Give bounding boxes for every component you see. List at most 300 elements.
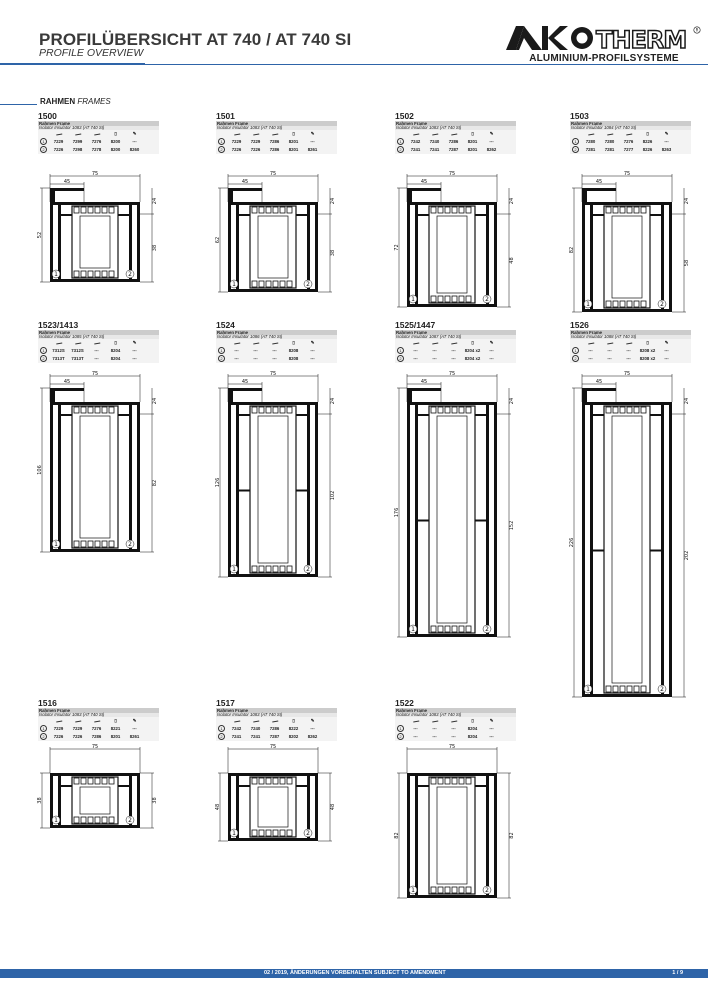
table-cell: --- [413,726,418,731]
angle-icon [271,718,278,723]
table-cell: --- [272,356,277,361]
corner-icon: ▯ [646,131,649,136]
svg-text:THERM: THERM [596,26,687,54]
article-table [570,121,691,154]
tool-icon: ✎ [132,340,137,345]
table-cell: 7226 [53,734,64,739]
table-cell: --- [132,356,137,361]
marker-1-icon [230,829,238,837]
table-cell: 8208 [288,356,299,361]
profile-number: 1502 [395,111,414,121]
table-cell: 8204 [467,734,478,739]
marker-1-icon [52,270,60,278]
article-table [395,121,516,154]
table-cell: 8204 [110,356,121,361]
article-table [38,330,159,363]
dimension-label: 82 [394,832,400,839]
table-cell: --- [588,348,593,353]
marker-1-icon [409,625,417,633]
table-cell: --- [607,356,612,361]
dimension-label: 24 [684,197,690,205]
tool-icon: ✎ [310,340,315,345]
profile-drawing [395,745,525,930]
table-insulator: Isolator Insulator 1086 (AT 740 SI) [216,335,337,339]
table-cell: --- [489,356,494,361]
marker-1-icon [584,300,592,308]
table-cell: --- [234,356,239,361]
tool-icon: ✎ [489,340,494,345]
profile-drawing [395,372,525,667]
marker-1-icon: 1 [40,725,47,732]
svg-text:2: 2 [660,301,664,308]
table-cell: --- [413,356,418,361]
svg-text:1: 1 [411,296,415,303]
table-insulator: Isolator Insulator 1083 (AT 740 SI) [216,713,337,717]
profile-number: 1500 [38,111,57,121]
table-header: Rahmen Frame [395,330,516,335]
svg-text:1: 1 [586,301,590,308]
table-cell: 7229 [250,139,261,144]
table-cell: 8200 [110,139,121,144]
svg-text:2: 2 [306,281,310,288]
profile-drawing [38,745,168,860]
marker-2-icon [304,280,312,288]
dimension-label: 75 [448,371,456,377]
svg-text:2: 2 [485,296,489,303]
header-rule [145,64,708,65]
marker-1-icon: 1 [218,347,225,354]
article-table [216,121,337,154]
dimension-label: 45 [420,179,428,185]
table-cell: --- [451,726,456,731]
angle-icon [271,340,278,345]
footer [0,969,708,978]
section-rule [0,104,37,105]
dimension-label: 24 [684,397,690,405]
angle-icon [271,131,278,136]
article-table [570,330,691,363]
svg-text:1: 1 [232,830,236,837]
table-cell: 7241 [410,147,421,152]
gasket-icon [55,131,62,136]
marker-2-icon [483,625,491,633]
table-cell: --- [132,726,137,731]
dimension-label: 226 [569,537,575,548]
table-cell: --- [432,356,437,361]
tool-icon: ✎ [132,718,137,723]
table-cell: --- [253,356,258,361]
dimension-label: 58 [684,259,690,267]
table-cell: --- [451,734,456,739]
gasket-icon [587,131,594,136]
angle-icon [450,340,457,345]
angle-icon [93,131,100,136]
table-insulator: Isolator Insulator 1083 (AT 740 SI) [38,126,159,130]
dimension-label: 45 [241,179,249,185]
table-cell: 7313T [71,356,84,361]
table-cell: 8226 [642,139,653,144]
marker-1-icon: 1 [218,725,225,732]
gasket-icon [233,131,240,136]
marker-1-icon [52,816,60,824]
table-cell: --- [664,139,669,144]
marker-2-icon [304,829,312,837]
dimension-label: 38 [37,797,43,804]
table-cell: 7281 [604,147,615,152]
marker-2-icon [126,270,134,278]
table-cell: --- [626,356,631,361]
dimension-label: 48 [509,257,515,264]
table-cell: --- [94,356,99,361]
dimension-label: 152 [509,520,515,531]
angle-icon [625,131,632,136]
marker-2-icon: 2 [572,355,579,362]
table-cell: 7286 [269,139,280,144]
dimension-label: 102 [330,490,336,501]
table-cell: 7226 [231,147,242,152]
marker-2-icon [304,565,312,573]
marker-2-icon [658,300,666,308]
profile-drawing [570,172,700,342]
marker-2-icon: 2 [40,355,47,362]
gasket-icon [587,340,594,345]
angle-icon [93,718,100,723]
dimension-label: 176 [394,507,400,518]
article-table [216,708,337,741]
table-cell: 8204 [110,348,121,353]
profile-number: 1501 [216,111,235,121]
marker-1-icon: 1 [572,347,579,354]
table-cell: 8221 [110,726,121,731]
corner-icon: ▯ [471,340,474,345]
table-cell: 7276 [91,139,102,144]
table-cell: --- [489,734,494,739]
table-insulator: Isolator Insulator 1087 (AT 740 SI) [395,335,516,339]
tool-icon: ✎ [132,131,137,136]
corner-icon: ▯ [292,718,295,723]
dimension-label: 45 [595,379,603,385]
svg-text:2: 2 [306,830,310,837]
table-cell: 8200 [110,147,121,152]
svg-text:2: 2 [128,271,132,278]
svg-text:2: 2 [660,686,664,693]
dimension-label: 38 [152,244,158,252]
table-cell: --- [489,139,494,144]
table-cell: 8204 x2 [464,356,481,361]
table-cell: --- [489,726,494,731]
table-cell: 7241 [429,147,440,152]
profile-drawing [216,372,346,607]
marker-2-icon: 2 [218,355,225,362]
profile-drawing [38,172,168,312]
marker-2-icon: 2 [397,733,404,740]
table-cell: 8263 [661,147,672,152]
table-cell: 7229 [72,726,83,731]
table-cell: 8204 [467,726,478,731]
table-header: Rahmen Frame [216,121,337,126]
gasket-icon [55,718,62,723]
profile-drawing [216,172,346,322]
article-table [395,708,516,741]
table-header: Rahmen Frame [395,121,516,126]
dimension-label: 75 [448,744,456,750]
profile-number: 1522 [395,698,414,708]
table-cell: 8208 [288,348,299,353]
dimension-label: 126 [215,477,221,488]
gasket-icon [252,718,259,723]
page-number: 1 / 9 [672,970,683,976]
table-cell: 8201 [467,139,478,144]
table-cell: 7226 [250,147,261,152]
table-cell: 7286 [91,734,102,739]
table-header: Rahmen Frame [570,330,691,335]
svg-text:1: 1 [54,817,58,824]
table-header: Rahmen Frame [570,121,691,126]
tool-icon: ✎ [310,131,315,136]
table-cell: --- [451,348,456,353]
table-cell: 8202 [288,734,299,739]
marker-2-icon [126,816,134,824]
page-subtitle: PROFILE OVERVIEW [39,47,144,59]
angle-icon [450,131,457,136]
dimension-label: 75 [269,371,277,377]
table-cell: 7278 [91,147,102,152]
dimension-label: 106 [37,465,43,475]
table-cell: 7241 [231,734,242,739]
svg-text:1: 1 [54,541,58,548]
dimension-label: 24 [509,197,515,205]
svg-text:R: R [695,27,699,33]
table-insulator: Isolator Insulator 1083 (AT 740 SI) [216,126,337,130]
table-cell: 8201 [288,139,299,144]
dimension-label: 45 [63,379,71,385]
table-cell: --- [94,348,99,353]
table-cell: 7229 [53,726,64,731]
angle-icon [450,718,457,723]
section-label: RAHMEN FRAMES [40,97,111,106]
gasket-icon [431,131,438,136]
gasket-icon [412,340,419,345]
table-cell: 7241 [250,734,261,739]
corner-icon: ▯ [292,340,295,345]
svg-text:1: 1 [54,271,58,278]
svg-text:1: 1 [411,887,415,894]
table-cell: 7286 [448,139,459,144]
table-cell: 7298 [72,147,83,152]
table-cell: 7276 [623,139,634,144]
table-insulator: Isolator Insulator 1088 (AT 740 SI) [570,335,691,339]
gasket-icon [431,340,438,345]
dimension-label: 75 [91,744,99,750]
gasket-icon [55,340,62,345]
marker-1-icon [230,565,238,573]
table-cell: 7242 [410,139,421,144]
marker-2-icon: 2 [40,146,47,153]
marker-2-icon: 2 [397,355,404,362]
marker-1-icon: 1 [572,138,579,145]
dimension-label: 75 [623,371,631,377]
table-cell: 8226 [642,147,653,152]
profile-number: 1503 [570,111,589,121]
marker-1-icon [409,295,417,303]
marker-1-icon [584,685,592,693]
table-cell: 7280 [604,139,615,144]
dimension-label: 48 [215,803,221,811]
marker-2-icon: 2 [397,146,404,153]
table-cell: --- [310,348,315,353]
table-cell: 7286 [269,726,280,731]
table-cell: 8261 [307,147,318,152]
table-insulator: Isolator Insulator 1083 (AT 740 SI) [395,126,516,130]
marker-2-icon: 2 [572,146,579,153]
dimension-label: 75 [269,744,277,750]
dimension-label: 82 [569,246,575,254]
dimension-label: 62 [215,236,221,244]
marker-1-icon: 1 [397,725,404,732]
marker-1-icon: 1 [40,138,47,145]
table-cell: 7313T [52,356,65,361]
dimension-label: 24 [330,197,336,205]
svg-text:2: 2 [128,817,132,824]
table-cell: --- [588,356,593,361]
table-cell: --- [413,734,418,739]
gasket-icon [606,131,613,136]
table-insulator: Isolator Insulator 1084 (AT 740 SI) [570,126,691,130]
table-cell: --- [664,348,669,353]
table-cell: 8201 [467,147,478,152]
table-cell: --- [272,348,277,353]
tool-icon: ✎ [489,131,494,136]
table-cell: 7286 [269,147,280,152]
table-cell: --- [234,348,239,353]
dimension-label: 45 [241,379,249,385]
table-cell: --- [310,726,315,731]
table-header: Rahmen Frame [216,708,337,713]
dimension-label: 38 [152,797,158,804]
table-cell: 7276 [91,726,102,731]
table-cell: 7229 [53,139,64,144]
table-insulator: Isolator Insulator 1083 (AT 740 SI) [38,713,159,717]
table-header: Rahmen Frame [216,330,337,335]
table-cell: 8201 [288,147,299,152]
table-cell: --- [432,734,437,739]
marker-2-icon: 2 [40,733,47,740]
table-cell: 8208 x2 [639,348,656,353]
tool-icon: ✎ [664,340,669,345]
gasket-icon [233,718,240,723]
dimension-label: 82 [152,479,158,487]
table-cell: 8208 x2 [639,356,656,361]
profile-drawing [216,745,346,873]
dimension-label: 48 [330,803,336,811]
dimension-label: 38 [330,249,336,257]
table-cell: --- [413,348,418,353]
table-cell: --- [132,139,137,144]
tool-icon: ✎ [310,718,315,723]
svg-text:1: 1 [411,626,415,633]
svg-text:1: 1 [586,686,590,693]
gasket-icon [252,131,259,136]
dimension-label: 24 [330,397,336,405]
dimension-label: 24 [152,197,158,205]
table-header: Rahmen Frame [395,708,516,713]
akotherm-logo [506,26,702,52]
gasket-icon [606,340,613,345]
dimension-label: 45 [420,379,428,385]
svg-text:2: 2 [485,887,489,894]
table-cell: 7277 [623,147,634,152]
svg-text:2: 2 [128,541,132,548]
dimension-label: 75 [269,171,277,177]
marker-1-icon: 1 [218,138,225,145]
table-cell: 7226 [53,147,64,152]
dimension-label: 75 [448,171,456,177]
table-cell: 7312S [52,348,65,353]
table-insulator: Isolator Insulator 1085 (AT 740 SI) [38,335,159,339]
marker-2-icon: 2 [218,146,225,153]
tool-icon: ✎ [664,131,669,136]
table-insulator: Isolator Insulator 1083 (AT 740 SI) [395,713,516,717]
table-cell: --- [664,356,669,361]
profile-number: 1523/1413 [38,320,79,330]
page-title: PROFILÜBERSICHT AT 740 / AT 740 SI [39,30,352,49]
table-cell: 8260 [129,147,140,152]
svg-text:1: 1 [232,281,236,288]
dimension-label: 82 [509,832,515,839]
table-cell: --- [432,348,437,353]
marker-1-icon [230,280,238,288]
gasket-icon [412,718,419,723]
marker-1-icon [52,540,60,548]
table-cell: --- [253,348,258,353]
table-cell: --- [607,348,612,353]
table-cell: 8222 [288,726,299,731]
marker-2-icon [658,685,666,693]
svg-text:2: 2 [485,626,489,633]
table-cell: 7226 [72,734,83,739]
dimension-label: 72 [394,244,400,251]
profile-drawing [395,172,525,337]
table-cell: 7281 [585,147,596,152]
marker-2-icon [126,540,134,548]
table-header: Rahmen Frame [38,330,159,335]
gasket-icon [74,340,81,345]
gasket-icon [233,340,240,345]
table-cell: 8204 x2 [464,348,481,353]
angle-icon [93,340,100,345]
corner-icon: ▯ [114,131,117,136]
logo-subtitle: ALUMINIUM-PROFILSYSTEME [529,53,679,64]
table-cell: 8262 [307,734,318,739]
dimension-label: 24 [152,397,158,405]
profile-number: 1524 [216,320,235,330]
dimension-label: 52 [37,231,43,239]
marker-1-icon [409,886,417,894]
gasket-icon [74,131,81,136]
table-cell: 7280 [585,139,596,144]
dimension-label: 75 [91,171,99,177]
article-table [38,121,159,154]
table-cell: --- [626,348,631,353]
table-header: Rahmen Frame [38,121,159,126]
profile-drawing [38,372,168,582]
dimension-label: 24 [509,397,515,405]
marker-1-icon: 1 [397,138,404,145]
marker-2-icon [483,886,491,894]
corner-icon: ▯ [114,718,117,723]
table-cell: 7242 [231,726,242,731]
svg-text:1: 1 [232,566,236,573]
